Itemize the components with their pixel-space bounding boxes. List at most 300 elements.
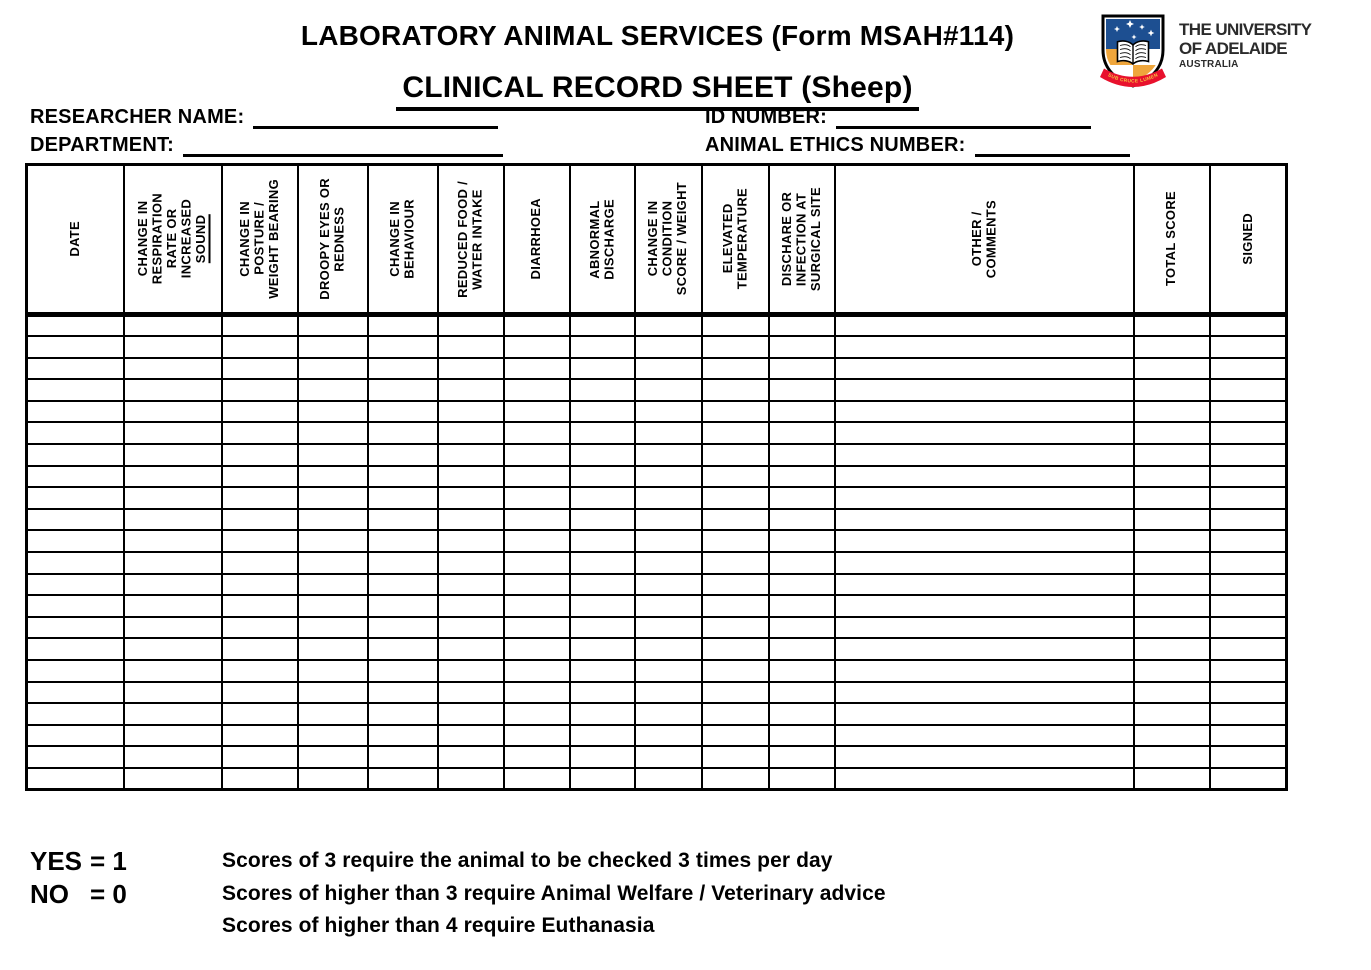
cell-diarrhoea[interactable] xyxy=(504,638,570,660)
cell-temperature[interactable] xyxy=(702,660,769,682)
cell-surgical-site[interactable] xyxy=(769,574,835,596)
cell-condition-score[interactable] xyxy=(635,617,702,639)
cell-diarrhoea[interactable] xyxy=(504,509,570,531)
cell-food-water[interactable] xyxy=(438,487,504,509)
cell-condition-score[interactable] xyxy=(635,336,702,358)
cell-behaviour[interactable] xyxy=(368,725,438,747)
cell-total-score[interactable] xyxy=(1134,595,1210,617)
cell-temperature[interactable] xyxy=(702,509,769,531)
cell-temperature[interactable] xyxy=(702,638,769,660)
cell-diarrhoea[interactable] xyxy=(504,315,570,337)
cell-other-comments[interactable] xyxy=(835,682,1134,704)
cell-other-comments[interactable] xyxy=(835,509,1134,531)
cell-total-score[interactable] xyxy=(1134,401,1210,423)
cell-other-comments[interactable] xyxy=(835,422,1134,444)
cell-food-water[interactable] xyxy=(438,336,504,358)
cell-signed[interactable] xyxy=(1210,444,1287,466)
cell-behaviour[interactable] xyxy=(368,379,438,401)
cell-total-score[interactable] xyxy=(1134,574,1210,596)
cell-droopy-eyes[interactable] xyxy=(298,401,368,423)
cell-respiration[interactable] xyxy=(124,466,222,488)
cell-abnormal-discharge[interactable] xyxy=(570,768,635,790)
cell-total-score[interactable] xyxy=(1134,725,1210,747)
cell-condition-score[interactable] xyxy=(635,487,702,509)
cell-other-comments[interactable] xyxy=(835,725,1134,747)
cell-droopy-eyes[interactable] xyxy=(298,595,368,617)
cell-surgical-site[interactable] xyxy=(769,617,835,639)
cell-respiration[interactable] xyxy=(124,315,222,337)
cell-behaviour[interactable] xyxy=(368,638,438,660)
cell-date[interactable] xyxy=(27,358,124,380)
cell-condition-score[interactable] xyxy=(635,682,702,704)
cell-behaviour[interactable] xyxy=(368,422,438,444)
cell-diarrhoea[interactable] xyxy=(504,746,570,768)
cell-temperature[interactable] xyxy=(702,552,769,574)
cell-surgical-site[interactable] xyxy=(769,401,835,423)
cell-behaviour[interactable] xyxy=(368,401,438,423)
cell-food-water[interactable] xyxy=(438,444,504,466)
ethics-number-field[interactable] xyxy=(975,136,1130,157)
cell-surgical-site[interactable] xyxy=(769,509,835,531)
cell-abnormal-discharge[interactable] xyxy=(570,595,635,617)
cell-other-comments[interactable] xyxy=(835,487,1134,509)
cell-behaviour[interactable] xyxy=(368,660,438,682)
cell-signed[interactable] xyxy=(1210,746,1287,768)
cell-condition-score[interactable] xyxy=(635,422,702,444)
cell-respiration[interactable] xyxy=(124,617,222,639)
cell-respiration[interactable] xyxy=(124,401,222,423)
cell-surgical-site[interactable] xyxy=(769,682,835,704)
cell-temperature[interactable] xyxy=(702,401,769,423)
cell-respiration[interactable] xyxy=(124,725,222,747)
cell-other-comments[interactable] xyxy=(835,552,1134,574)
cell-temperature[interactable] xyxy=(702,768,769,790)
cell-abnormal-discharge[interactable] xyxy=(570,746,635,768)
cell-temperature[interactable] xyxy=(702,725,769,747)
cell-droopy-eyes[interactable] xyxy=(298,530,368,552)
cell-droopy-eyes[interactable] xyxy=(298,638,368,660)
cell-abnormal-discharge[interactable] xyxy=(570,315,635,337)
cell-abnormal-discharge[interactable] xyxy=(570,574,635,596)
cell-surgical-site[interactable] xyxy=(769,768,835,790)
cell-condition-score[interactable] xyxy=(635,315,702,337)
cell-abnormal-discharge[interactable] xyxy=(570,379,635,401)
cell-other-comments[interactable] xyxy=(835,746,1134,768)
cell-surgical-site[interactable] xyxy=(769,444,835,466)
cell-droopy-eyes[interactable] xyxy=(298,552,368,574)
cell-food-water[interactable] xyxy=(438,552,504,574)
cell-posture[interactable] xyxy=(222,358,298,380)
cell-droopy-eyes[interactable] xyxy=(298,358,368,380)
cell-date[interactable] xyxy=(27,595,124,617)
cell-other-comments[interactable] xyxy=(835,315,1134,337)
cell-posture[interactable] xyxy=(222,552,298,574)
cell-surgical-site[interactable] xyxy=(769,379,835,401)
cell-respiration[interactable] xyxy=(124,552,222,574)
cell-total-score[interactable] xyxy=(1134,660,1210,682)
cell-diarrhoea[interactable] xyxy=(504,401,570,423)
cell-abnormal-discharge[interactable] xyxy=(570,444,635,466)
cell-droopy-eyes[interactable] xyxy=(298,660,368,682)
cell-behaviour[interactable] xyxy=(368,552,438,574)
cell-posture[interactable] xyxy=(222,595,298,617)
cell-date[interactable] xyxy=(27,660,124,682)
cell-behaviour[interactable] xyxy=(368,509,438,531)
cell-date[interactable] xyxy=(27,379,124,401)
cell-diarrhoea[interactable] xyxy=(504,703,570,725)
cell-abnormal-discharge[interactable] xyxy=(570,466,635,488)
department-field[interactable] xyxy=(183,136,503,157)
cell-temperature[interactable] xyxy=(702,617,769,639)
cell-posture[interactable] xyxy=(222,617,298,639)
cell-respiration[interactable] xyxy=(124,487,222,509)
cell-droopy-eyes[interactable] xyxy=(298,768,368,790)
cell-droopy-eyes[interactable] xyxy=(298,746,368,768)
cell-diarrhoea[interactable] xyxy=(504,379,570,401)
cell-signed[interactable] xyxy=(1210,682,1287,704)
cell-abnormal-discharge[interactable] xyxy=(570,487,635,509)
cell-signed[interactable] xyxy=(1210,725,1287,747)
cell-posture[interactable] xyxy=(222,379,298,401)
cell-other-comments[interactable] xyxy=(835,444,1134,466)
cell-behaviour[interactable] xyxy=(368,617,438,639)
cell-signed[interactable] xyxy=(1210,660,1287,682)
cell-respiration[interactable] xyxy=(124,379,222,401)
cell-other-comments[interactable] xyxy=(835,336,1134,358)
cell-respiration[interactable] xyxy=(124,660,222,682)
cell-date[interactable] xyxy=(27,336,124,358)
cell-respiration[interactable] xyxy=(124,703,222,725)
cell-total-score[interactable] xyxy=(1134,746,1210,768)
cell-other-comments[interactable] xyxy=(835,617,1134,639)
cell-droopy-eyes[interactable] xyxy=(298,315,368,337)
cell-abnormal-discharge[interactable] xyxy=(570,509,635,531)
cell-behaviour[interactable] xyxy=(368,682,438,704)
cell-signed[interactable] xyxy=(1210,768,1287,790)
cell-droopy-eyes[interactable] xyxy=(298,509,368,531)
cell-posture[interactable] xyxy=(222,487,298,509)
cell-total-score[interactable] xyxy=(1134,530,1210,552)
cell-behaviour[interactable] xyxy=(368,703,438,725)
cell-food-water[interactable] xyxy=(438,682,504,704)
cell-other-comments[interactable] xyxy=(835,401,1134,423)
cell-posture[interactable] xyxy=(222,703,298,725)
researcher-name-field[interactable] xyxy=(253,108,498,129)
cell-signed[interactable] xyxy=(1210,530,1287,552)
cell-surgical-site[interactable] xyxy=(769,336,835,358)
cell-total-score[interactable] xyxy=(1134,638,1210,660)
cell-posture[interactable] xyxy=(222,336,298,358)
cell-surgical-site[interactable] xyxy=(769,725,835,747)
cell-date[interactable] xyxy=(27,315,124,337)
cell-date[interactable] xyxy=(27,466,124,488)
cell-food-water[interactable] xyxy=(438,660,504,682)
cell-diarrhoea[interactable] xyxy=(504,466,570,488)
cell-date[interactable] xyxy=(27,509,124,531)
cell-food-water[interactable] xyxy=(438,315,504,337)
cell-respiration[interactable] xyxy=(124,336,222,358)
cell-date[interactable] xyxy=(27,725,124,747)
cell-other-comments[interactable] xyxy=(835,466,1134,488)
cell-surgical-site[interactable] xyxy=(769,422,835,444)
cell-surgical-site[interactable] xyxy=(769,466,835,488)
cell-posture[interactable] xyxy=(222,660,298,682)
cell-food-water[interactable] xyxy=(438,703,504,725)
cell-date[interactable] xyxy=(27,530,124,552)
cell-condition-score[interactable] xyxy=(635,379,702,401)
cell-signed[interactable] xyxy=(1210,401,1287,423)
cell-droopy-eyes[interactable] xyxy=(298,725,368,747)
cell-behaviour[interactable] xyxy=(368,768,438,790)
cell-temperature[interactable] xyxy=(702,336,769,358)
cell-condition-score[interactable] xyxy=(635,595,702,617)
cell-posture[interactable] xyxy=(222,530,298,552)
cell-posture[interactable] xyxy=(222,746,298,768)
cell-droopy-eyes[interactable] xyxy=(298,682,368,704)
cell-signed[interactable] xyxy=(1210,509,1287,531)
cell-respiration[interactable] xyxy=(124,530,222,552)
cell-temperature[interactable] xyxy=(702,379,769,401)
cell-total-score[interactable] xyxy=(1134,466,1210,488)
cell-droopy-eyes[interactable] xyxy=(298,617,368,639)
cell-signed[interactable] xyxy=(1210,617,1287,639)
cell-diarrhoea[interactable] xyxy=(504,768,570,790)
cell-date[interactable] xyxy=(27,574,124,596)
cell-total-score[interactable] xyxy=(1134,768,1210,790)
cell-total-score[interactable] xyxy=(1134,703,1210,725)
cell-condition-score[interactable] xyxy=(635,574,702,596)
cell-condition-score[interactable] xyxy=(635,444,702,466)
cell-total-score[interactable] xyxy=(1134,552,1210,574)
cell-posture[interactable] xyxy=(222,422,298,444)
cell-total-score[interactable] xyxy=(1134,487,1210,509)
cell-surgical-site[interactable] xyxy=(769,315,835,337)
cell-diarrhoea[interactable] xyxy=(504,336,570,358)
cell-signed[interactable] xyxy=(1210,315,1287,337)
cell-food-water[interactable] xyxy=(438,358,504,380)
cell-posture[interactable] xyxy=(222,315,298,337)
cell-temperature[interactable] xyxy=(702,315,769,337)
cell-date[interactable] xyxy=(27,422,124,444)
cell-surgical-site[interactable] xyxy=(769,703,835,725)
cell-surgical-site[interactable] xyxy=(769,595,835,617)
cell-total-score[interactable] xyxy=(1134,379,1210,401)
cell-total-score[interactable] xyxy=(1134,617,1210,639)
cell-abnormal-discharge[interactable] xyxy=(570,401,635,423)
cell-date[interactable] xyxy=(27,746,124,768)
id-number-field[interactable] xyxy=(836,108,1091,129)
cell-food-water[interactable] xyxy=(438,746,504,768)
cell-condition-score[interactable] xyxy=(635,530,702,552)
cell-date[interactable] xyxy=(27,617,124,639)
cell-posture[interactable] xyxy=(222,509,298,531)
cell-total-score[interactable] xyxy=(1134,358,1210,380)
cell-signed[interactable] xyxy=(1210,487,1287,509)
cell-condition-score[interactable] xyxy=(635,703,702,725)
cell-signed[interactable] xyxy=(1210,466,1287,488)
cell-signed[interactable] xyxy=(1210,574,1287,596)
cell-behaviour[interactable] xyxy=(368,358,438,380)
cell-abnormal-discharge[interactable] xyxy=(570,725,635,747)
cell-signed[interactable] xyxy=(1210,336,1287,358)
cell-temperature[interactable] xyxy=(702,487,769,509)
cell-signed[interactable] xyxy=(1210,379,1287,401)
cell-behaviour[interactable] xyxy=(368,487,438,509)
cell-food-water[interactable] xyxy=(438,401,504,423)
cell-droopy-eyes[interactable] xyxy=(298,379,368,401)
cell-total-score[interactable] xyxy=(1134,509,1210,531)
cell-posture[interactable] xyxy=(222,574,298,596)
cell-temperature[interactable] xyxy=(702,358,769,380)
cell-date[interactable] xyxy=(27,703,124,725)
cell-respiration[interactable] xyxy=(124,444,222,466)
cell-date[interactable] xyxy=(27,401,124,423)
cell-posture[interactable] xyxy=(222,725,298,747)
cell-condition-score[interactable] xyxy=(635,401,702,423)
cell-signed[interactable] xyxy=(1210,358,1287,380)
cell-other-comments[interactable] xyxy=(835,595,1134,617)
cell-surgical-site[interactable] xyxy=(769,746,835,768)
cell-behaviour[interactable] xyxy=(368,574,438,596)
cell-respiration[interactable] xyxy=(124,638,222,660)
cell-posture[interactable] xyxy=(222,401,298,423)
cell-droopy-eyes[interactable] xyxy=(298,422,368,444)
cell-diarrhoea[interactable] xyxy=(504,660,570,682)
cell-behaviour[interactable] xyxy=(368,595,438,617)
cell-droopy-eyes[interactable] xyxy=(298,444,368,466)
cell-signed[interactable] xyxy=(1210,422,1287,444)
cell-diarrhoea[interactable] xyxy=(504,358,570,380)
cell-food-water[interactable] xyxy=(438,725,504,747)
cell-behaviour[interactable] xyxy=(368,315,438,337)
cell-condition-score[interactable] xyxy=(635,746,702,768)
cell-temperature[interactable] xyxy=(702,703,769,725)
cell-diarrhoea[interactable] xyxy=(504,725,570,747)
cell-diarrhoea[interactable] xyxy=(504,444,570,466)
cell-behaviour[interactable] xyxy=(368,336,438,358)
cell-respiration[interactable] xyxy=(124,358,222,380)
cell-diarrhoea[interactable] xyxy=(504,530,570,552)
cell-respiration[interactable] xyxy=(124,422,222,444)
cell-temperature[interactable] xyxy=(702,422,769,444)
cell-temperature[interactable] xyxy=(702,746,769,768)
cell-droopy-eyes[interactable] xyxy=(298,487,368,509)
cell-total-score[interactable] xyxy=(1134,444,1210,466)
cell-other-comments[interactable] xyxy=(835,530,1134,552)
cell-posture[interactable] xyxy=(222,444,298,466)
cell-behaviour[interactable] xyxy=(368,530,438,552)
cell-food-water[interactable] xyxy=(438,379,504,401)
cell-condition-score[interactable] xyxy=(635,638,702,660)
cell-surgical-site[interactable] xyxy=(769,358,835,380)
cell-signed[interactable] xyxy=(1210,638,1287,660)
cell-temperature[interactable] xyxy=(702,444,769,466)
cell-respiration[interactable] xyxy=(124,595,222,617)
cell-respiration[interactable] xyxy=(124,746,222,768)
cell-behaviour[interactable] xyxy=(368,466,438,488)
cell-droopy-eyes[interactable] xyxy=(298,703,368,725)
cell-other-comments[interactable] xyxy=(835,574,1134,596)
cell-food-water[interactable] xyxy=(438,617,504,639)
cell-date[interactable] xyxy=(27,552,124,574)
cell-temperature[interactable] xyxy=(702,574,769,596)
cell-abnormal-discharge[interactable] xyxy=(570,638,635,660)
cell-posture[interactable] xyxy=(222,638,298,660)
cell-respiration[interactable] xyxy=(124,574,222,596)
cell-condition-score[interactable] xyxy=(635,358,702,380)
cell-droopy-eyes[interactable] xyxy=(298,336,368,358)
cell-surgical-site[interactable] xyxy=(769,660,835,682)
cell-food-water[interactable] xyxy=(438,466,504,488)
cell-food-water[interactable] xyxy=(438,768,504,790)
cell-date[interactable] xyxy=(27,638,124,660)
cell-posture[interactable] xyxy=(222,768,298,790)
cell-abnormal-discharge[interactable] xyxy=(570,660,635,682)
cell-diarrhoea[interactable] xyxy=(504,422,570,444)
cell-temperature[interactable] xyxy=(702,530,769,552)
cell-total-score[interactable] xyxy=(1134,336,1210,358)
cell-abnormal-discharge[interactable] xyxy=(570,422,635,444)
cell-diarrhoea[interactable] xyxy=(504,595,570,617)
cell-condition-score[interactable] xyxy=(635,768,702,790)
cell-abnormal-discharge[interactable] xyxy=(570,682,635,704)
cell-diarrhoea[interactable] xyxy=(504,617,570,639)
cell-food-water[interactable] xyxy=(438,509,504,531)
cell-signed[interactable] xyxy=(1210,703,1287,725)
cell-other-comments[interactable] xyxy=(835,358,1134,380)
cell-date[interactable] xyxy=(27,487,124,509)
cell-date[interactable] xyxy=(27,768,124,790)
cell-diarrhoea[interactable] xyxy=(504,682,570,704)
cell-food-water[interactable] xyxy=(438,638,504,660)
cell-posture[interactable] xyxy=(222,682,298,704)
cell-droopy-eyes[interactable] xyxy=(298,466,368,488)
cell-condition-score[interactable] xyxy=(635,466,702,488)
cell-other-comments[interactable] xyxy=(835,379,1134,401)
cell-droopy-eyes[interactable] xyxy=(298,574,368,596)
cell-signed[interactable] xyxy=(1210,595,1287,617)
cell-condition-score[interactable] xyxy=(635,509,702,531)
cell-surgical-site[interactable] xyxy=(769,638,835,660)
cell-condition-score[interactable] xyxy=(635,725,702,747)
cell-posture[interactable] xyxy=(222,466,298,488)
cell-abnormal-discharge[interactable] xyxy=(570,703,635,725)
cell-diarrhoea[interactable] xyxy=(504,574,570,596)
cell-respiration[interactable] xyxy=(124,768,222,790)
cell-abnormal-discharge[interactable] xyxy=(570,530,635,552)
cell-other-comments[interactable] xyxy=(835,660,1134,682)
cell-respiration[interactable] xyxy=(124,682,222,704)
cell-total-score[interactable] xyxy=(1134,315,1210,337)
cell-date[interactable] xyxy=(27,682,124,704)
cell-condition-score[interactable] xyxy=(635,660,702,682)
cell-diarrhoea[interactable] xyxy=(504,487,570,509)
cell-surgical-site[interactable] xyxy=(769,487,835,509)
cell-food-water[interactable] xyxy=(438,422,504,444)
cell-food-water[interactable] xyxy=(438,574,504,596)
cell-temperature[interactable] xyxy=(702,595,769,617)
cell-behaviour[interactable] xyxy=(368,444,438,466)
cell-other-comments[interactable] xyxy=(835,638,1134,660)
cell-condition-score[interactable] xyxy=(635,552,702,574)
cell-food-water[interactable] xyxy=(438,530,504,552)
cell-abnormal-discharge[interactable] xyxy=(570,358,635,380)
cell-behaviour[interactable] xyxy=(368,746,438,768)
cell-other-comments[interactable] xyxy=(835,768,1134,790)
cell-abnormal-discharge[interactable] xyxy=(570,336,635,358)
cell-total-score[interactable] xyxy=(1134,682,1210,704)
cell-total-score[interactable] xyxy=(1134,422,1210,444)
